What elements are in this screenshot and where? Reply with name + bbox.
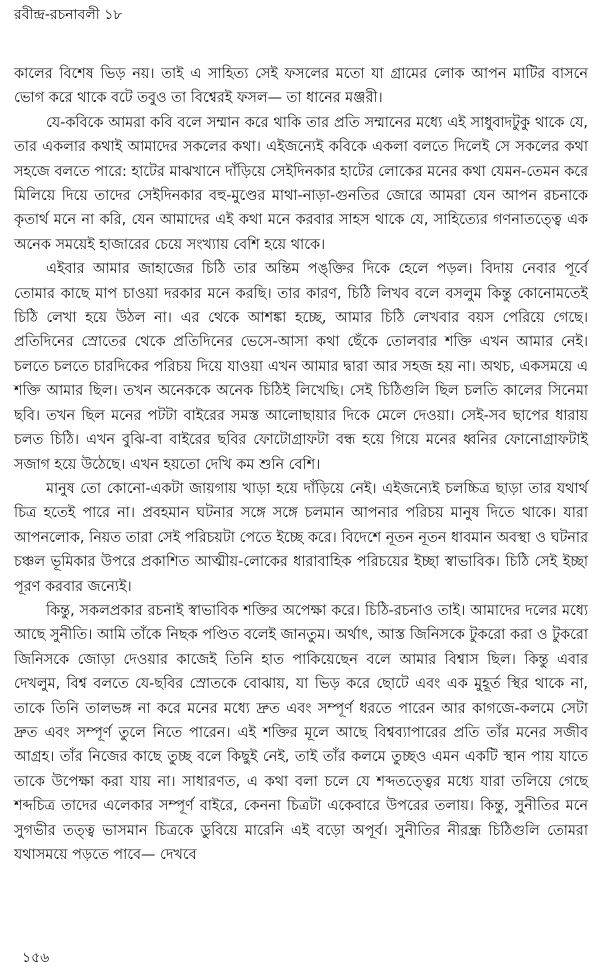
page-number: ১৫৬: [22, 950, 50, 966]
paragraph: মানুষ তো কোনো-একটা জায়গায় খাড়া হয়ে দাঁড়িয়ে নেই। এইজন্যেই চলচ্চিত্র ছাড়া তার যথার্থ চিত্র হতেই পারে না। প্রবহমান ঘটনার সঙ্গে সঙ্গে চলমান আপনার পরিচয় মানুষ দিতে থাকে। যারা আপনলোক, নিয়ত তারা সেই পরিচয়টা পেতে ইচ্ছে করে। বিদেশে নূতন নূতন ধাবমান অবস্থা ও ঘটনার চঞ্চল ভূমিকার উপরে প্রকাশিত আত্মীয়-লোকের ধারাবাহিক পরিচয়ের ইচ্ছা স্বাভাবিক। চিঠি সেই ইচ্ছা পূরণ করবার জন্যেই।: [14, 480, 588, 595]
paragraph: যে-কবিকে আমরা কবি বলে সম্মান করে থাকি তার প্রতি সম্মানের মধ্যে এই সাধুবাদটুকু থাকে যে, তার একলার কথাই আমাদের সকলের কথা। এইজন্যেই কবিকে একলা বলতে দিলেই সে সকলের কথা সহজে বলতে পারে: হাটের মাঝখানে দাঁড়িয়ে সেইদিনকার হাটের লোকের মনের কথা যেমন-তেমন করে মিলিয়ে দিয়ে তাদের সেইদিনকার বহু-মুণ্ডের মাথা-নাড়া-গুনতির জোরে আমরা যেন আপন রচনাকে কৃতার্থ মনে না করি, যেন আমাদের এই কথা মনে করবার সাহস থাকে যে, সাহিত্যের গণনাতত্ত্বে এক অনেক সময়েই হাজারের চেয়ে সংখ্যায় বেশি হয়ে থাকে।: [14, 114, 588, 253]
body-text: [14, 62, 588, 867]
paragraph: এইবার আমার জাহাজের চিঠি তার অন্তিম পঙ্‌ক্তির দিকে হেলে পড়ল। বিদায় নেবার পূর্বে তোমার কাছে মাপ চাওয়া দরকার মনে করছি। তার কারণ, চিঠি লিখব বলে বসলুম কিন্তু কোনোমতেই চিঠি লেখা হয়ে উঠল না। এর থেকে আশঙ্কা হচ্ছে, আমার চিঠি লেখবার বয়স পেরিয়ে গেছে। প্রতিদিনের স্রোতের থেকে প্রতিদিনের ভেসে-আসা কথা ছেঁকে তোলবার শক্তি এখন আমার নেই। চলতে চলতে চারদিকের পরিচয় দিয়ে যাওয়া এখন আমার দ্বারা আর সহজ হয় না। অথচ, একসময়ে এ শক্তি আমার ছিল। তখন অনেককে অনেক চিঠিই লিখেছি। সেই চিঠিগুলি ছিল চলতি কালের সিনেমা ছবি। তখন ছিল মনের পটটা বাইরের সমস্ত আলোছায়ার দিকে মেলে দেওয়া। সেই-সব ছাপের ধারায় চলত চিঠি। এখন বুঝি-বা বাইরের ছবির ফোটোগ্রাফটা বন্ধ হয়ে গিয়ে মনের ধ্বনির ফোনোগ্রাফটাই সজাগ হয়ে উঠেছে। এখন হয়তো দেখি কম শুনি বেশি।: [14, 261, 588, 473]
running-head: রবীন্দ্র-রচনাবলী ১৮: [14, 7, 123, 23]
paragraph: কালের বিশেষ ভিড় নয়। তাই এ সাহিত্য সেই ফসলের মতো যা গ্রামের লোক আপন মাটির বাসনে ভোগ করে থাকে বটে তবুও তা বিশ্বেরই ফসল— তা ধানের মঞ্জরী।: [14, 66, 588, 107]
paragraph: কিন্তু, সকলপ্রকার রচনাই স্বাভাবিক শক্তির অপেক্ষা করে। চিঠি-রচনাও তাই। আমাদের দলের মধ্যে আছে সুনীতি। আমি তাঁকে নিছক পণ্ডিত বলেই জানতুম। অর্থাৎ, আস্ত জিনিসকে টুকরো করা ও টুকরো জিনিসকে জোড়া দেওয়ার কাজেই তিনি হাত পাকিয়েছেন বলে আমার বিশ্বাস ছিল। কিন্তু এবার দেখলুম, বিশ্ব বলতে যে-ছবির স্রোতকে বোঝায়, যা ভিড় করে ছোটে এবং এক মুহূর্ত স্থির থাকে না, তাকে তিনি তালভঙ্গ না করে মনের মধ্যে দ্রুত এবং সম্পূর্ণ ধরতে পারেন আর কাগজে-কলমে সেটা দ্রুত এবং সম্পূর্ণ তুলে নিতে পারেন। এই শক্তির মূলে আছে বিশ্বব্যাপারের প্রতি তাঁর মনের সজীব আগ্রহ। তাঁর নিজের কাছে তুচ্ছ বলে কিছুই নেই, তাই তাঁর কলমে তুচ্ছও এমন একটি স্থান পায় যাতে তাকে উপেক্ষা করা যায় না। সাধারণত, এ কথা বলা চলে যে শব্দতত্ত্বের মধ্যে যারা তলিয়ে গেছে শব্দচিত্র তাদের এলেকার সম্পূর্ণ বাইরে, কেননা চিত্রটা একেবারে উপরের তলায়। কিন্তু, সুনীতির মনে সুগভীর তত্ত্ব ভাসমান চিত্রকে ডুবিয়ে মারেনি এই বড়ো অপূর্ব। সুনীতির নীরন্ধ্র চিঠিগুলি তোমরা যথাসময়ে পড়তে পাবে— দেখবে: [14, 602, 588, 863]
